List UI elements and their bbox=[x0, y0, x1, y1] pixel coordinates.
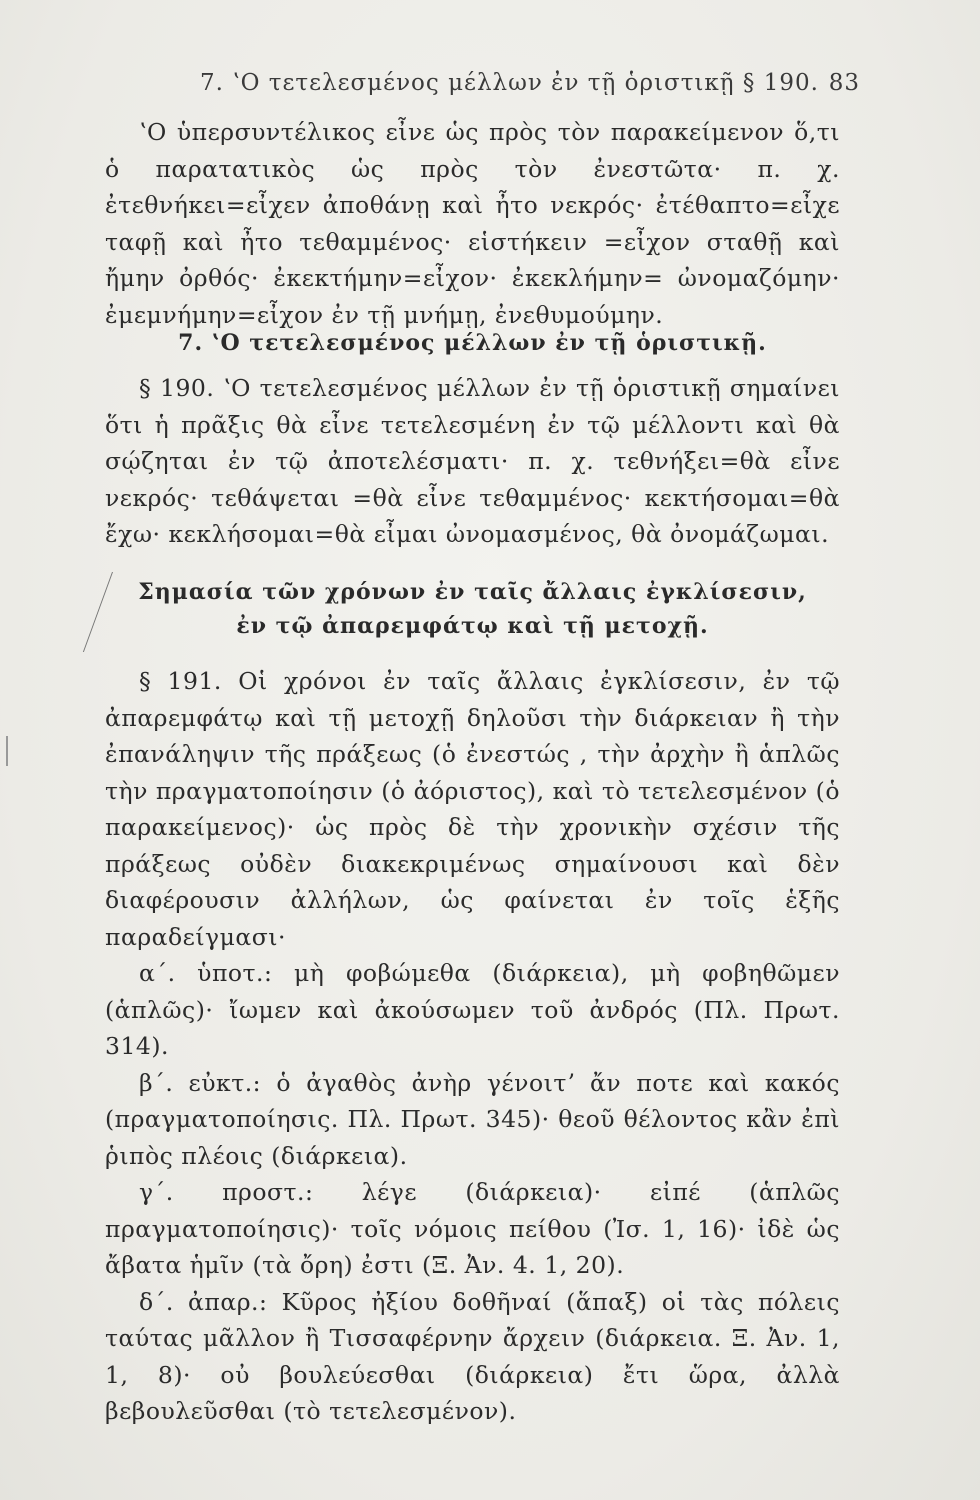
example-beta: β΄. εὐκτ.: ὁ ἀγαθὸς ἀνὴρ γένοιτʼ ἄν ποτε καὶ κακός (πραγματοποίησις. Πλ. Πρωτ. 345)· θεοῦ θέλοντος κἂν ἐπὶ ῥιπὸς πλέοις (διάρκεια). bbox=[105, 1068, 840, 1170]
section-7-body bbox=[105, 370, 840, 553]
example-delta: δ΄. ἀπαρ.: Κῦρος ἠξίου δοθῆναί (ἅπαξ) οἱ τὰς πόλεις ταύτας μᾶλλον ἢ Τισσαφέρνην ἄρχειν (διάρκεια. Ξ. Ἀν. 1, 1, 8)· οὐ βουλεύεσθαι (διάρκεια) ἔτι ὥρα, ἀλλὰ βεβουλεῦσθαι (τὸ τετελεσμένον). bbox=[105, 1287, 840, 1425]
section-7-heading: 7. ʽΟ τετελεσμένος μέλλων ἐν τῇ ὁριστικῇ. bbox=[178, 330, 767, 356]
section-meaning-heading-line1: Σημασία τῶν χρόνων ἐν ταῖς ἄλλαις ἐγκλίσεσιν, bbox=[138, 579, 807, 605]
margin-edge-mark bbox=[6, 736, 8, 766]
running-title: 7. ʽΟ τετελεσμένος μέλλων ἐν τῇ ὁριστικῇ § 190. bbox=[200, 70, 819, 96]
section-meaning-heading-line2: ἐν τῷ ἀπαρεμφάτῳ καὶ τῇ μετοχῇ. bbox=[236, 613, 709, 639]
example-alpha: α΄. ὑποτ.: μὴ φοβώμεθα (διάρκεια), μὴ φοβηθῶμεν (ἁπλῶς)· ἴωμεν καὶ ἀκούσωμεν τοῦ ἀνδρός (Πλ. Πρωτ. 314). bbox=[105, 959, 840, 1060]
page-number: 83 bbox=[828, 70, 860, 96]
running-header bbox=[200, 70, 860, 104]
section-meaning-heading bbox=[105, 575, 840, 643]
paragraph-191: § 191. Οἱ χρόνοι ἐν ταῖς ἄλλαις ἐγκλίσεσιν, ἐν τῷ ἀπαρεμφάτῳ καὶ τῇ μετοχῇ δηλοῦσι τὴν διάρκειαν ἢ τὴν ἐπανάληψιν τῆς πράξεως (ὁ ἐνεστώς , τὴν ἀρχὴν ἢ ἁπλῶς τὴν πραγματοποίησιν (ὁ ἀόριστος), καὶ τὸ τετελεσμένον (ὁ παρακείμενος)· ὡς πρὸς δὲ τὴν χρονικὴν σχέσιν τῆς πράξεως οὐδὲν διακεκριμένως σημαίνουσι καὶ δὲν διαφέρουσιν ἀλλήλων, ὡς φαίνεται ἐν τοῖς ἑξῆς παραδείγμασι· bbox=[105, 667, 840, 951]
intro-paragraph: ʽΟ ὑπερσυντέλικος εἶνε ὡς πρὸς τὸν παρακείμενον ὅ,τι ὁ παρατατικὸς ὡς πρὸς τὸν ἐνεστῶτα· π. χ. ἐτεθνήκει=εἶχεν ἀποθάνῃ καὶ ἦτο νεκρός· ἐτέθαπτο=εἶχε ταφῇ καὶ ἦτο τεθαμμένος· εἱστήκειν =εἶχον σταθῇ καὶ ἤμην ὀρθός· ἐκεκτήμην=εἶχον· ἐκεκλήμην= ὠνομαζόμην· ἐμεμνήμην=εἶχον ἐν τῇ μνήμῃ, ἐνεθυμούμην. bbox=[105, 118, 840, 329]
intro-paragraph-block bbox=[105, 114, 840, 333]
section-meaning-body bbox=[105, 663, 840, 1430]
example-gamma: γ΄. προστ.: λέγε (διάρκεια)· εἰπέ (ἁπλῶς πραγματοποίησις)· τοῖς νόμοις πείθου (Ἰσ. 1, 16)· ἰδὲ ὡς ἄβατα ἡμῖν (τὰ ὄρη) ἐστι (Ξ. Ἀν. 4. 1, 20). bbox=[105, 1178, 840, 1279]
paragraph-190: § 190. ʽΟ τετελεσμένος μέλλων ἐν τῇ ὁριστικῇ σημαίνει ὅτι ἡ πρᾶξις θὰ εἶνε τετελεσμένη ἐν τῷ μέλλοντι καὶ θὰ σῴζηται ἐν τῷ ἀποτελέσματι· π. χ. τεθνήξει=θὰ εἶνε νεκρός· τεθάψεται =θὰ εἶνε τεθαμμένος· κεκτήσομαι=θὰ ἔχω· κεκλήσομαι=θὰ εἶμαι ὠνομασμένος, θὰ ὀνομάζωμαι. bbox=[105, 374, 840, 548]
